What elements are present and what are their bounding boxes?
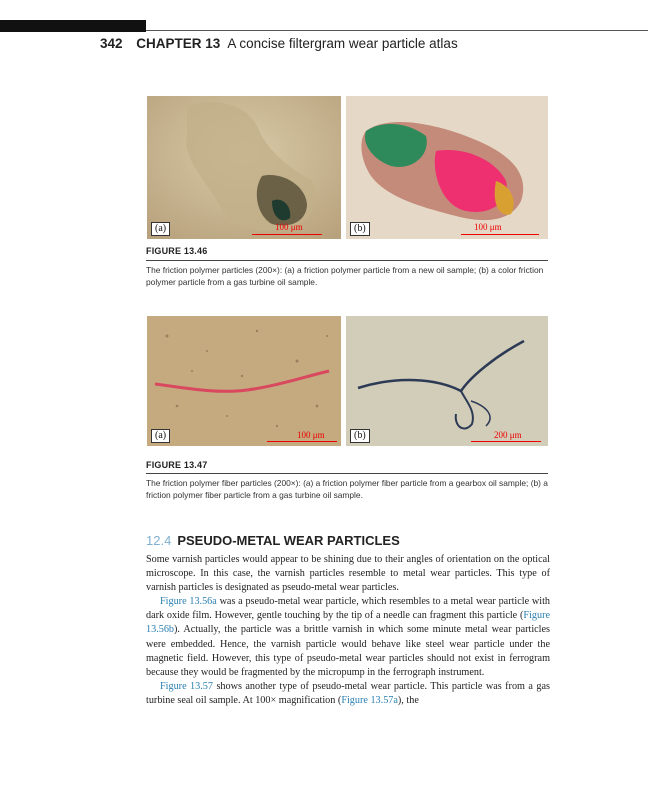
figure-link[interactable]: Figure 13.56a (160, 596, 217, 608)
figure-13-47-caption: The friction polymer fiber particles (200×): (a) a friction polymer fiber particle from a gearbox oil sample; (b) a friction polymer fiber particle from a gas turbine oil sample. (146, 478, 548, 500)
section-heading (146, 533, 400, 548)
paragraph: Some varnish particles would appear to be shining due to their angles of orientation on the optical microscope. In this case, the varnish particles resemble to metal wear particles. This type of varnish particles is designated as pseudo-metal wear particles. (146, 554, 550, 594)
panel-label: (a) (151, 429, 170, 443)
scale-bar (252, 234, 322, 235)
figure-13-46b-photo (346, 96, 548, 239)
figure-link[interactable]: Figure 13.57 (160, 680, 213, 692)
figure-13-47-label: FIGURE 13.47 (146, 460, 208, 470)
paragraph (146, 680, 550, 708)
section-number: 12.4 (146, 533, 172, 548)
figure-13-46-label: FIGURE 13.46 (146, 246, 208, 256)
paragraph (146, 595, 550, 680)
running-head (100, 36, 458, 51)
panel-label: (b) (350, 222, 370, 236)
scale-label: 100 μm (474, 222, 502, 232)
panel-label: (b) (350, 429, 370, 443)
scale-bar (461, 234, 539, 235)
scale-bar (267, 441, 337, 442)
figure-link[interactable]: Figure 13.56b (146, 610, 550, 636)
figure-link[interactable]: Figure 13.57a (341, 694, 398, 706)
chapter-title: A concise filtergram wear particle atlas (227, 36, 458, 51)
scale-bar (471, 441, 541, 442)
header-bar (0, 20, 146, 32)
figure-13-47b-photo (346, 316, 548, 446)
text-run: was a pseudo-metal wear particle, which resembles to a metal wear particle with dark oxide film. However, gentle touching by the tip of a needle can fragment this particle ( (146, 596, 550, 622)
body-text (146, 553, 550, 708)
text-run: shows another type of pseudo-metal wear particle. This particle was from a gas turbine seal oil sample. At 100× magnification ( (146, 680, 550, 706)
scale-label: 200 μm (494, 430, 522, 440)
section-title: PSEUDO-METAL WEAR PARTICLES (177, 533, 400, 548)
page-number: 342 (100, 36, 123, 51)
figure-13-47a-photo (147, 316, 341, 446)
panel-label: (a) (151, 222, 170, 236)
scale-label: 100 μm (297, 430, 325, 440)
caption-rule (146, 260, 548, 261)
caption-rule (146, 473, 548, 474)
header-rule (146, 30, 648, 31)
chapter-label: CHAPTER 13 (136, 36, 221, 51)
text-run: ). Actually, the particle was a brittle varnish in which some minute metal wear particles were embedded. Hence, the varnish particle would behave like steel wear particle under the magnetic field. However, this type of pseudo-metal wear particles should not exist in ferrogram because they would be fragmented by the micropump in the ferrograph instrument. (146, 624, 550, 678)
text-run: ), the (397, 694, 419, 706)
scale-label: 100 μm (275, 222, 303, 232)
figure-13-46-caption: The friction polymer particles (200×): (a) a friction polymer particle from a new oil sample; (b) a color friction polymer particle from a gas turbine oil sample. (146, 265, 544, 287)
figure-13-46a-photo (147, 96, 341, 239)
